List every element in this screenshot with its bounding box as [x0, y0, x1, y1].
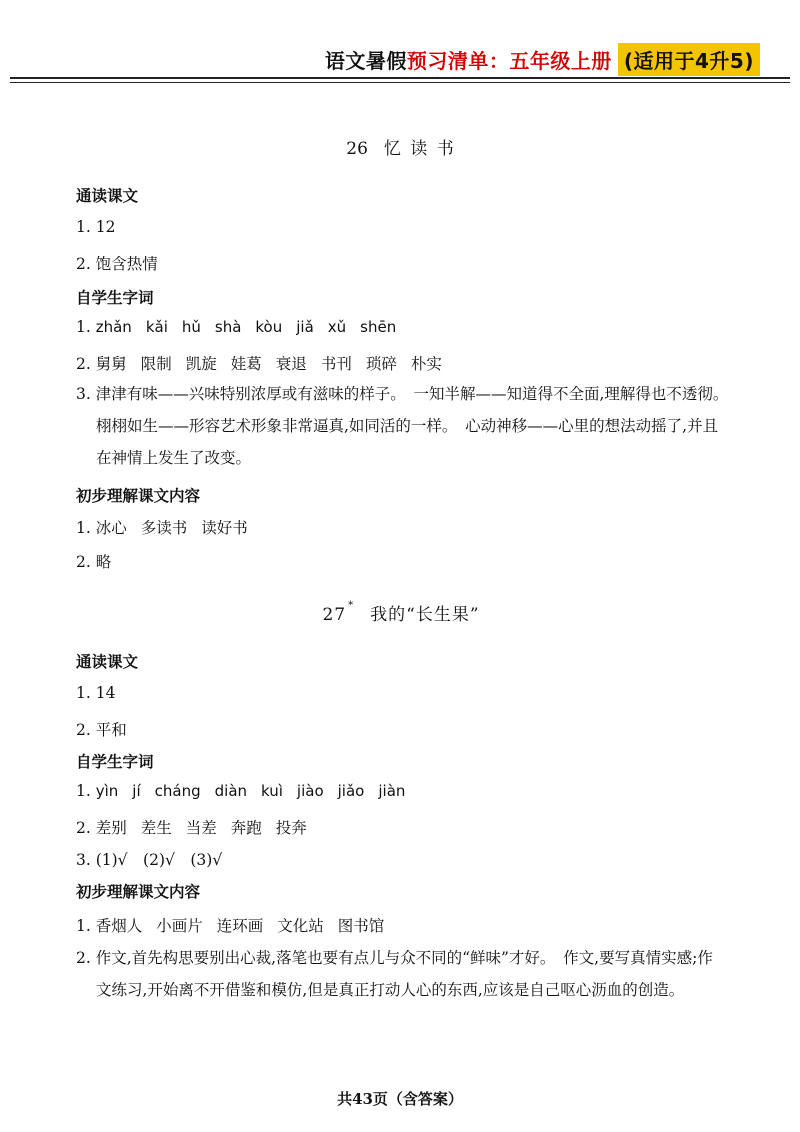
lesson27-words-prefix: 2.: [76, 819, 91, 837]
pinyin-item: zhǎn: [95, 318, 132, 336]
word-item: 冰心: [95, 519, 127, 537]
pinyin-item: shà: [214, 318, 242, 336]
lesson26-pinyin-list: [96, 318, 411, 336]
word-item: 朴实: [410, 355, 442, 373]
lesson27-pinyin-list: [96, 782, 420, 800]
lesson26-pinyin-line: [76, 318, 410, 336]
lesson27-title-wrap: [76, 600, 726, 625]
pinyin-item: shēn: [360, 318, 397, 336]
word-item: 娃葛: [230, 355, 262, 373]
word-item: 多读书: [140, 519, 188, 537]
lesson26-words-line: [76, 352, 456, 374]
word-item: 当差: [185, 819, 217, 837]
item-prefix: 1.: [76, 519, 91, 537]
pinyin-item: hǔ: [181, 318, 201, 336]
word-item: 图书馆: [337, 917, 385, 935]
lesson27-words-line: [76, 816, 321, 838]
pinyin-item: kǎi: [145, 318, 168, 336]
lesson27-number: 27: [322, 605, 347, 625]
pinyin-item: jiǎ: [296, 318, 314, 336]
header-title-part1: 语文暑假: [324, 48, 407, 73]
word-item: 舅舅: [95, 355, 127, 373]
word-item: 奔跑: [230, 819, 262, 837]
lesson27-heading-read: 通读课文: [76, 653, 139, 671]
lesson27-judgement: 3. (1)√ (2)√ (3)√: [76, 851, 223, 869]
lesson26-pinyin-prefix: 1.: [76, 318, 91, 336]
header-badge: (适用于4升5): [618, 43, 760, 76]
word-item: 凯旋: [185, 355, 217, 373]
header-rule-thin: [10, 82, 790, 83]
pinyin-item: cháng: [154, 782, 201, 800]
lesson26-understand-item2: 2. 略: [76, 553, 112, 571]
pinyin-item: diàn: [214, 782, 248, 800]
lesson26-heading-words: 自学生字词: [76, 289, 154, 307]
word-item: 投奔: [275, 819, 307, 837]
page-header: [325, 44, 760, 74]
pinyin-item: kòu: [255, 318, 283, 336]
word-item: 琐碎: [365, 355, 397, 373]
lesson27-mark: *: [348, 600, 355, 611]
word-item: 香烟人: [95, 917, 143, 935]
word-item: 限制: [140, 355, 172, 373]
word-item: 连环画: [216, 917, 264, 935]
lesson27-understand-item1: [76, 914, 398, 936]
lesson26-heading-read: 通读课文: [76, 187, 139, 205]
lesson26-title-text: 忆 读 书: [383, 139, 456, 159]
pinyin-item: yìn: [95, 782, 119, 800]
item-prefix: 1.: [76, 917, 91, 935]
lesson27-read-item1: 1. 14: [76, 684, 116, 702]
word-item: 差别: [95, 819, 127, 837]
lesson27-heading-understand: 初步理解课文内容: [76, 883, 201, 901]
word-item: 读好书: [201, 519, 248, 537]
header-rule-thick: [10, 77, 790, 79]
word-item: 衰退: [275, 355, 307, 373]
lesson27-pinyin-prefix: 1.: [76, 782, 91, 800]
lesson27-title-text: 我的“长生果”: [370, 605, 480, 625]
pinyin-item: jiàn: [378, 782, 406, 800]
lesson26-number: 26: [346, 139, 368, 159]
lesson26-definitions: 3. 津津有味——兴味特别浓厚或有滋味的样子。 一知半解——知道得不全面,理解得也不透彻。 栩栩如生——形容艺术形象非常逼真,如同活的一样。 心动神移——心里的想法动摇了,并且在神情上发生了改变。: [76, 385, 737, 467]
lesson26-read-item2: 2. 饱含热情: [76, 255, 158, 273]
word-item: 文化站: [277, 917, 324, 935]
word-item: 书刊: [320, 355, 352, 373]
lesson26-words-prefix: 2.: [76, 355, 91, 373]
pinyin-item: xǔ: [327, 318, 347, 336]
pinyin-item: jí: [132, 782, 141, 800]
lesson26-read-item1: 1. 12: [76, 218, 116, 236]
lesson27-read-item2: 2. 平和: [76, 721, 127, 739]
word-item: 小画片: [156, 917, 203, 935]
pinyin-item: jiào: [296, 782, 324, 800]
lesson27-understand-item2: 2. 作文,首先构思要别出心裁,落笔也要有点儿与众不同的“鲜味”才好。 作文,要写真情实感;作文练习,开始离不开借鉴和模仿,但是真正打动人心的东西,应该是自己呕心沥血的创造。: [76, 949, 713, 999]
pinyin-item: jiǎo: [337, 782, 365, 800]
lesson27-pinyin-line: [76, 782, 419, 800]
lesson26-understand-item1: [76, 516, 262, 538]
page-footer: 共43页（含答案）: [337, 1090, 463, 1108]
lesson27-title: [76, 600, 726, 625]
word-item: 差生: [140, 819, 172, 837]
header-title-part2: 预习清单：五年级上册: [406, 48, 612, 73]
lesson26-title-wrap: [76, 134, 726, 159]
lesson26-heading-understand: 初步理解课文内容: [76, 487, 201, 505]
lesson26-title: [76, 134, 726, 159]
pinyin-item: kuì: [261, 782, 283, 800]
lesson27-heading-words: 自学生字词: [76, 753, 154, 771]
